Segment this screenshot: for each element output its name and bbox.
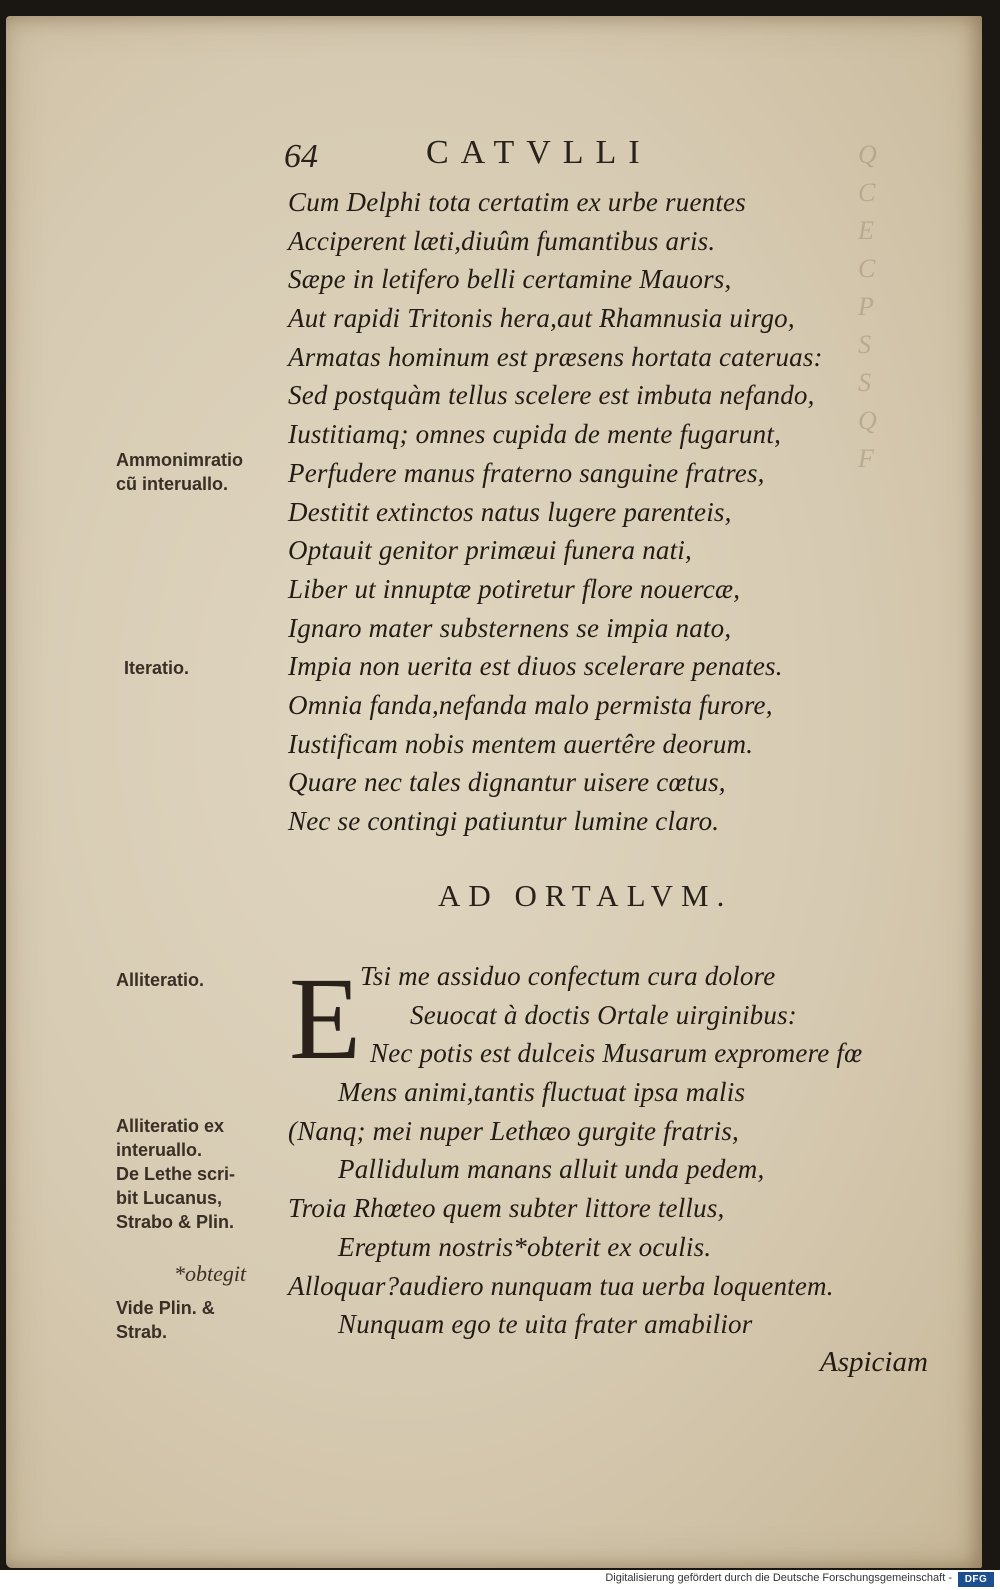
margin-note-iteratio: Iteratio. — [124, 658, 190, 678]
verse-line: Seuocat à doctis Ortale uirginibus: — [410, 999, 797, 1030]
verse-line: Sæpe in letifero belli certamine Mauors, — [288, 264, 732, 295]
verse-line: Mens animi,tantis fluctuat ipsa malis — [338, 1077, 746, 1108]
verse-line: Iustitiamq; omnes cupida de mente fugarunt, — [288, 419, 782, 450]
verse-block-bottom — [288, 953, 863, 1344]
margin-note-ammonimratio: Ammonimratio cũ interuallo. — [116, 450, 244, 494]
running-title: CATVLLI — [426, 134, 652, 171]
verse-line: Sed postquàm tellus scelere est imbuta nefando, — [288, 380, 815, 411]
dfg-logo-icon: DFG — [958, 1572, 994, 1587]
verse-line: Ereptum nostris*obterit ex oculis. — [338, 1231, 712, 1262]
margin-note-alliteratio: Alliteratio. — [116, 970, 205, 990]
running-header — [284, 134, 884, 184]
verse-line: (Nanq; mei nuper Lethæo gurgite fratris, — [288, 1115, 739, 1146]
verse-line: Perfudere manus fraterno sanguine fratres, — [288, 457, 765, 488]
verse-line: Troia Rhœteo quem subter littore tellus, — [288, 1193, 725, 1224]
page-number: 64 — [284, 138, 318, 175]
verse-line: Liber ut innuptæ potiretur flore nouercæ, — [288, 573, 741, 604]
verse-line: Optauit genitor primæui funera nati, — [288, 535, 692, 566]
catchword: Aspiciam — [820, 1346, 928, 1378]
drop-initial: E — [289, 953, 362, 1084]
footer-credit: Digitalisierung gefördert durch die Deutsche Forschungsgemeinschaft - — [605, 1572, 952, 1584]
verse-line: Ignaro mater substernens se impia nato, — [288, 612, 732, 643]
verse-line: Pallidulum manans alluit unda pedem, — [338, 1154, 765, 1185]
verse-line: Alloquar?audiero nunquam tua uerba loquentem. — [288, 1270, 834, 1301]
verse-line: Iustificam nobis mentem auertêre deorum. — [288, 728, 754, 759]
section-heading: AD ORTALVM. — [438, 878, 733, 913]
verse-line: Nec potis est dulceis Musarum expromere fœ — [370, 1038, 863, 1069]
verse-line: Impia non uerita est diuos scelerare penates. — [288, 651, 783, 682]
verse-line: Acciperent læti,diuûm fumantibus aris. — [288, 225, 716, 256]
book-page — [6, 16, 982, 1568]
verse-line: Nec se contingi patiuntur lumine claro. — [288, 806, 720, 836]
bleed-through-text: Q C E C P S S Q F — [858, 140, 877, 473]
verse-line: Cum Delphi tota certatim ex urbe ruentes — [288, 187, 746, 217]
verse-line: Aut rapidi Tritonis hera,aut Rhamnusia uirgo, — [288, 303, 795, 334]
margin-note-vide-plin: Vide Plin. & Strab. — [116, 1298, 215, 1342]
margin-note-alliteratio-ex-interuallo: Alliteratio ex interuallo. De Lethe scri- bit Lucanus, Strabo & Plin. — [116, 1116, 236, 1232]
verse-line: Destitit extinctos natus lugere parenteis, — [288, 496, 732, 527]
verse-line: Omnia fanda,nefanda malo permista furore, — [288, 689, 773, 720]
digitization-footer — [0, 1570, 1000, 1590]
verse-line: Quare nec tales dignantur uisere cœtus, — [288, 767, 726, 798]
verse-line: Tsi me assiduo confectum cura dolore — [360, 961, 776, 991]
margin-note-obtegit: *obtegit — [174, 1261, 247, 1286]
verse-block-top — [288, 183, 823, 841]
verse-line: Nunquam ego te uita frater amabilior — [338, 1309, 753, 1340]
verse-line: Armatas hominum est præsens hortata cateruas: — [288, 341, 823, 372]
